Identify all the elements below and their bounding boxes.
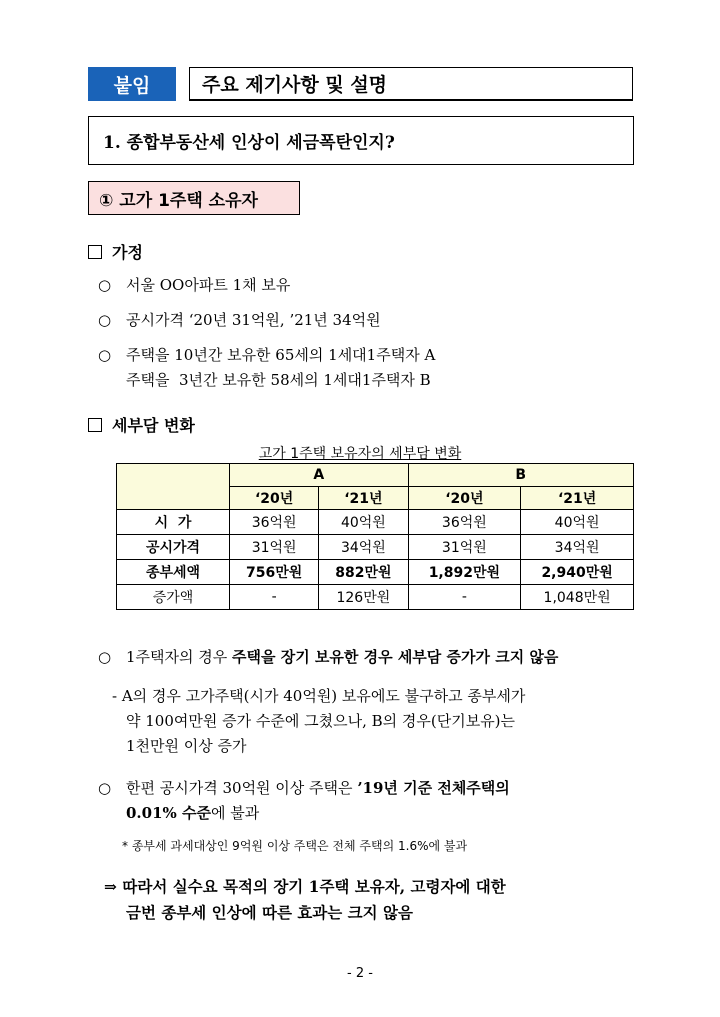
list-item-text: 주택을 10년간 보유한 65세의 1세대1주택자 A	[126, 346, 436, 364]
table-cell: 34억원	[319, 535, 408, 560]
table-cell: 2,940만원	[521, 560, 634, 585]
circle-bullet-icon: ○	[98, 276, 112, 294]
row-label: 시 가	[117, 510, 230, 535]
detail-line: 약 100여만원 증가 수준에 그쳤으나, B의 경우(단기보유)는	[126, 712, 516, 730]
table-row	[117, 560, 634, 585]
conclusion-line: 금번 종부세 인상에 따른 효과는 크지 않음	[126, 903, 413, 922]
square-bullet-icon	[88, 418, 102, 432]
point-2-emphasis: ’19년 기준 전체주택의	[357, 779, 510, 797]
square-bullet-icon	[88, 245, 102, 259]
table-year-header: ‘20년	[230, 487, 319, 510]
circle-bullet-icon: ○	[98, 779, 112, 797]
table-group-header: B	[408, 464, 634, 487]
point-2-text: 에 불과	[211, 804, 260, 822]
table-cell: 31억원	[230, 535, 319, 560]
list-item-text: 공시가격 ‘20년 31억원, ’21년 34억원	[126, 311, 381, 329]
footnote: * 종부세 과세대상인 9억원 이상 주택은 전체 주택의 1.6%에 불과	[122, 839, 468, 853]
point-1	[98, 645, 558, 669]
table-cell: 126만원	[319, 585, 408, 610]
table-cell: 40억원	[521, 510, 634, 535]
point-1-text: 1주택자의 경우	[126, 648, 233, 666]
table-cell: 756만원	[230, 560, 319, 585]
table-row	[117, 535, 634, 560]
detail-line: 1천만원 이상 증가	[126, 737, 247, 755]
list-item-text: 서울 OO아파트 1채 보유	[126, 276, 291, 294]
circle-bullet-icon: ○	[98, 346, 112, 364]
burden-heading	[88, 413, 195, 436]
list-item-continuation: 주택을 3년간 보유한 58세의 1세대1주택자 B	[126, 371, 431, 389]
point-2-emphasis: 0.01% 수준	[126, 804, 211, 822]
page-number: - 2 -	[347, 966, 373, 981]
point-2	[98, 776, 510, 800]
table-corner-cell	[117, 464, 230, 510]
page-title	[189, 67, 633, 101]
table-cell: -	[230, 585, 319, 610]
detail-line: - A의 경우 고가주택(시가 40억원) 보유에도 불구하고 종부세가	[112, 687, 526, 705]
table-cell: 1,892만원	[408, 560, 521, 585]
table-year-header: ‘20년	[408, 487, 521, 510]
list-item	[98, 344, 435, 365]
table-cell: 34억원	[521, 535, 634, 560]
assumption-heading	[88, 240, 143, 263]
attachment-tag: 붙임	[88, 67, 176, 101]
table-cell: -	[408, 585, 521, 610]
circle-bullet-icon: ○	[98, 648, 112, 666]
row-label: 공시가격	[117, 535, 230, 560]
table-row	[117, 585, 634, 610]
burden-table	[116, 463, 634, 610]
table-year-header: ‘21년	[521, 487, 634, 510]
conclusion-line: ⇒ 따라서 실수요 목적의 장기 1주택 보유자, 고령자에 대한	[104, 877, 506, 896]
list-item	[98, 309, 381, 330]
question-text: 1. 종합부동산세 인상이 세금폭탄인지?	[103, 133, 395, 153]
list-item	[98, 274, 290, 295]
table-row	[117, 510, 634, 535]
row-label: 종부세액	[117, 560, 230, 585]
subsection-box	[88, 181, 300, 215]
page-title-text: 주요 제기사항 및 설명	[202, 74, 388, 96]
question-box	[88, 116, 634, 165]
table-cell: 1,048만원	[521, 585, 634, 610]
burden-heading-text: 세부담 변화	[112, 416, 195, 435]
row-label: 증가액	[117, 585, 230, 610]
table-cell: 882만원	[319, 560, 408, 585]
point-2-text: 한편 공시가격 30억원 이상 주택은	[126, 779, 358, 797]
table-year-header: ‘21년	[319, 487, 408, 510]
subsection-title: ① 고가 1주택 소유자	[99, 190, 258, 211]
table-cell: 36억원	[408, 510, 521, 535]
table-cell: 36억원	[230, 510, 319, 535]
table-group-header: A	[230, 464, 409, 487]
assumption-heading-text: 가정	[112, 243, 143, 262]
table-cell: 40억원	[319, 510, 408, 535]
table-cell: 31억원	[408, 535, 521, 560]
point-1-emphasis: 주택을 장기 보유한 경우 세부담 증가가 크지 않음	[232, 648, 559, 666]
point-2-continuation	[126, 801, 259, 825]
table-caption: 고가 1주택 보유자의 세부담 변화	[258, 446, 462, 462]
circle-bullet-icon: ○	[98, 311, 112, 329]
